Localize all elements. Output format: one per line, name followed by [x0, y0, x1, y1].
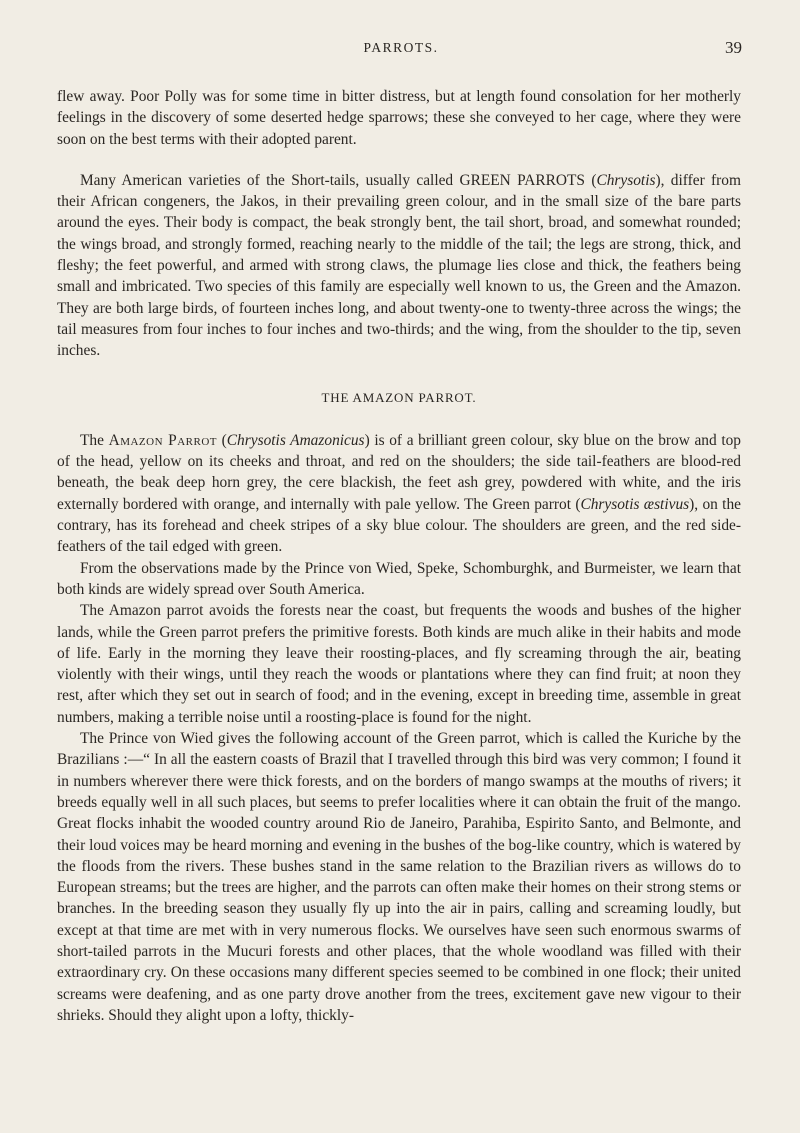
paragraph-green-parrots [57, 170, 741, 362]
paragraph-text: ) is of a brilliant green colour, sky blue on the brow and top of the head, yellow on its cheeks and throat, and red on the shoulders; the side tail-feathers are blood-red beneath, the beak deep horn grey, the cere blackish, the feet ash grey, powdered with white, and the iris externally bordered with orange, and internally with pale yellow. The Green parrot ( [57, 431, 742, 513]
paragraph-amazon-description [57, 430, 741, 558]
species-name: Amazon Parrot [108, 431, 218, 449]
latin-name: Chrysotis [596, 171, 656, 189]
paragraph-text: Many American varieties of the Short-tails, usually called GREEN PARROTS ( [80, 171, 597, 189]
paragraph-habits: The Amazon parrot avoids the forests near the coast, but frequents the woods and bushes of the higher lands, while the Green parrot prefers the primitive forests. Both kinds are much alike in their habits and mode of life. Early in the morning they leave their roosting-places, and fly screaming through the air, beating violently with their wings, until they reach the woods or plantations where they can find fruit; at noon they rest, after which they set out in search of food; and in the evening, except in breeding time, assemble in great numbers, making a terrible noise until a roosting-place is found for the night. [57, 602, 741, 726]
section-heading: THE AMAZON PARROT. [321, 389, 477, 405]
paragraph-text: The [80, 431, 109, 449]
paragraph-text: ( [217, 431, 227, 449]
page-header [60, 38, 742, 62]
latin-name: Chrysotis Amazonicus [226, 431, 365, 449]
body-text [57, 86, 741, 1026]
running-head: PARROTS. [363, 40, 439, 55]
paragraph-text: ), on the contrary, has its forehead and cheek stripes of a sky blue colour. The shoulders are green, and the red side-feathers of the tail edged with green. [57, 495, 741, 556]
paragraph-prince-account: The Prince von Wied gives the following account of the Green parrot, which is called the Kuriche by the Brazilians :—“ In all the eastern coasts of Brazil that I travelled through this bird was very common; I found it in numbers wherever there were thick forests, and on the borders of mango swamps at the mouths of rivers; it breeds equally well in all such places, but seems to prefer localities where it can obtain the fruit of the mango. Great flocks inhabit the wooded country around Rio de Janeiro, Parahiba, Espirito Santo, and Belmonte, and their loud voices may be heard morning and evening in the bushes of the bog-like country, which is watered by the floods from the rivers. These bushes stand in the same relation to the Brazilian rivers as willows do to European streams; but the trees are higher, and the parrots can often make their homes on their strong stems or branches. In the breeding season they usually fly up into the air in pairs, calling and screaming loudly, but except at that time are met with in very numerous flocks. We ourselves have seen such enormous swarms of short-tailed parrots in the Mucuri forests and other places, that the whole woodland was filled with their extraordinary cry. On these occasions many different species seemed to be combined in one flock; their united screams were deafening, and as one party drove another from the trees, excitement gave new vigour to their shrieks. Should they alight upon a lofty, thickly- [57, 730, 741, 1024]
latin-name: Chrysotis æstivus [580, 495, 690, 513]
paragraph-text: ), differ from their African congeners, the Jakos, in their prevailing green colour, and in the small size of the bare parts around the eyes. Their body is compact, the beak strongly bent, the tail short, broad, and somewhat rounded; the wings broad, and strongly formed, reaching nearly to the middle of the tail; the legs are strong, thick, and fleshy; the feet powerful, and armed with strong claws, the plumage lies close and thick, the feathers being small and imbricated. Two species of this family are especially well known to us, the Green and the Amazon. They are both large birds, of fourteen inches long, and about twenty-one to twenty-three across the wings; the tail measures from four inches to four inches and two-thirds; and the wing, from the shoulder to the tip, seven inches. [57, 171, 741, 360]
page-number: 39 [725, 38, 742, 57]
paragraph-observations: From the observations made by the Prince von Wied, Speke, Schomburghk, and Burmeister, we learn that both kinds are widely spread over South America. [57, 559, 741, 598]
paragraph-continuation: flew away. Poor Polly was for some time in bitter distress, but at length found consolation for her motherly feelings in the discovery of some deserted hedge sparrows; these she conveyed to her cage, where they were soon on the best terms with their adopted parent. [57, 88, 741, 148]
